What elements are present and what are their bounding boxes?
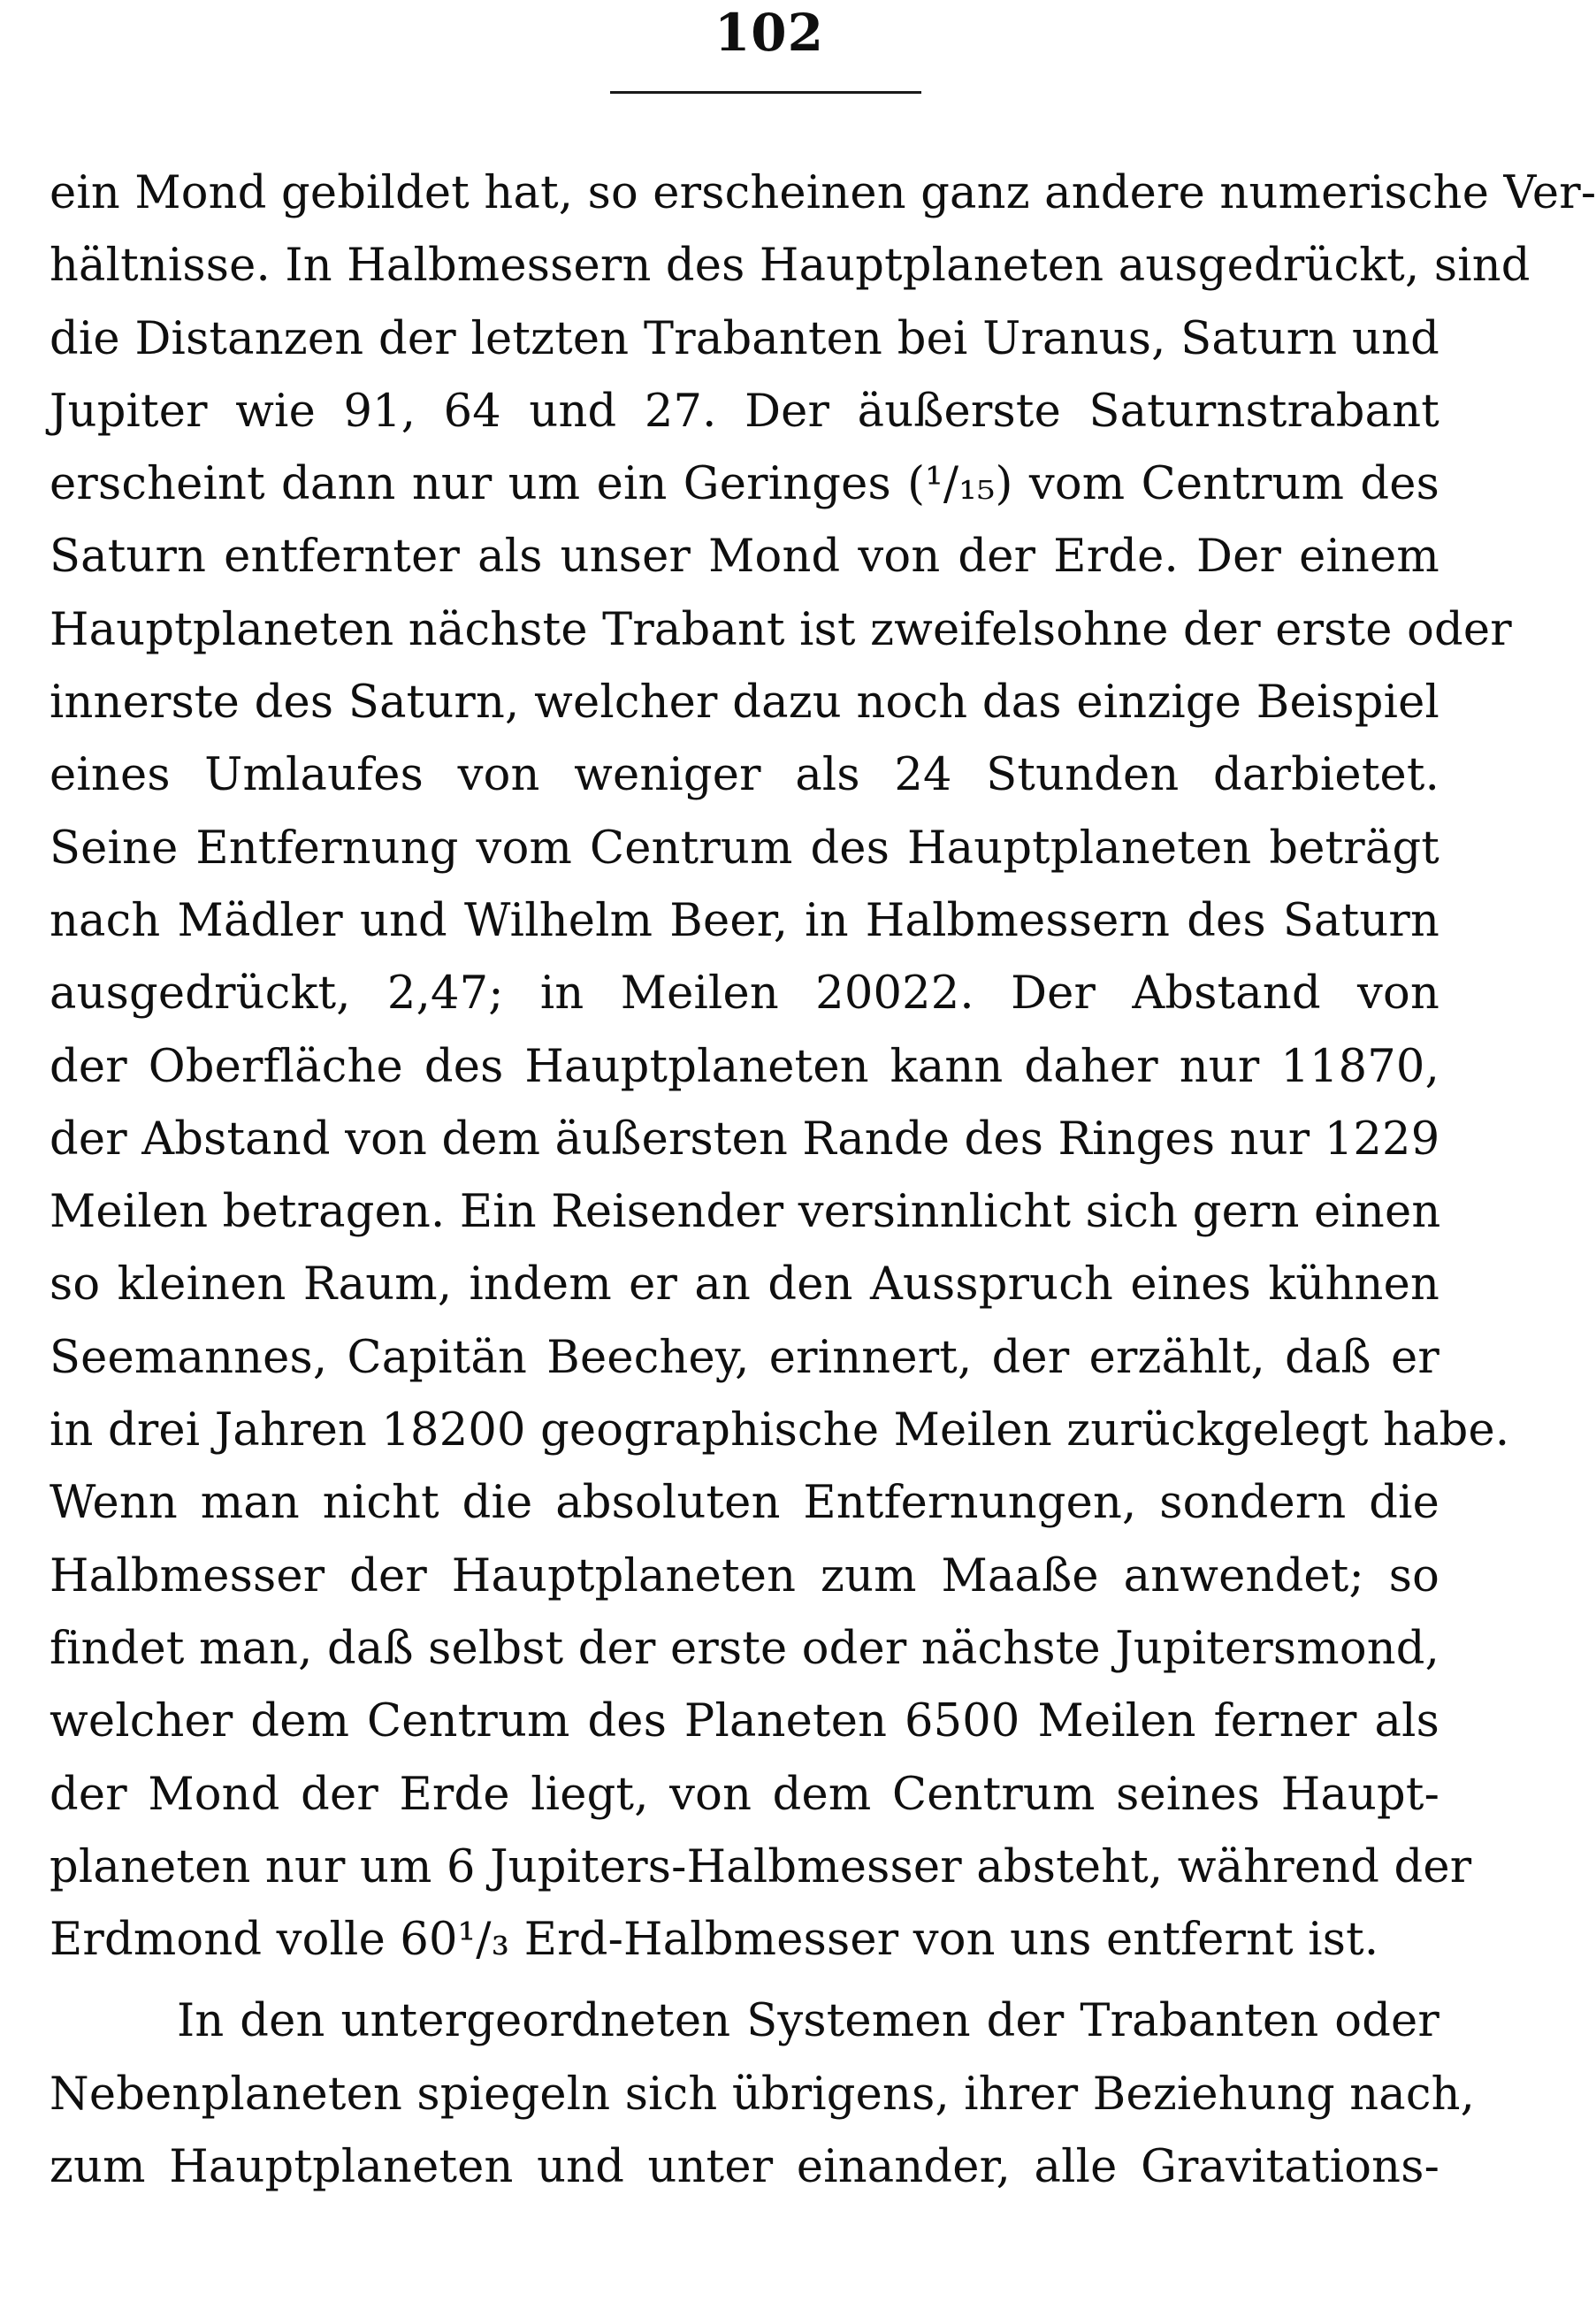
text-line: Seemannes, Capitän Beechey, erinnert, der erzählt, daß er [50,1331,1439,1384]
text-line: welcher dem Centrum des Planeten 6500 Meilen ferner als [50,1695,1439,1748]
text-line: Halbmesser der Hauptplaneten zum Maaße anwendet; so [50,1549,1439,1602]
text-line: hältnisse. In Halbmessern des Hauptplaneten ausgedrückt, sind [50,240,1531,293]
text-line: Meilen betragen. Ein Reisender versinnlicht sich gern einen [50,1186,1441,1239]
text-line: die Distanzen der letzten Trabanten bei Uranus, Saturn und [50,312,1439,365]
text-line: Hauptplaneten nächste Trabant ist zweifelsohne der erste oder [50,603,1512,656]
text-line: innerste des Saturn, welcher dazu noch das einzige Beispiel [50,677,1439,730]
text-line: planeten nur um 6 Jupiters-Halbmesser absteht, während der [50,1840,1472,1893]
text-line: der Abstand von dem äußersten Rande des Ringes nur 1229 [50,1113,1440,1166]
text-line: Jupiter wie 91, 64 und 27. Der äußerste Saturnstrabant [50,385,1439,438]
text-line: erscheint dann nur um ein Geringes (¹/₁₅) vom Centrum des [50,458,1439,511]
text-line: In den untergeordneten Systemen der Trabanten oder [177,1995,1439,2048]
text-line: Wenn man nicht die absoluten Entfernungen, sondern die [50,1477,1439,1530]
text-line: Seine Entfernung vom Centrum des Hauptplaneten beträgt [50,822,1439,875]
paragraph-gap [50,1977,1439,1985]
text-line: in drei Jahren 18200 geographische Meilen zurückgelegt habe. [50,1404,1510,1457]
text-line: der Oberfläche des Hauptplaneten kann daher nur 11870, [50,1040,1439,1093]
text-line: ein Mond gebildet hat, so erscheinen ganz andere numerische Ver- [50,167,1596,219]
text-line: Saturn entfernter als unser Mond von der Erde. Der einem [50,531,1439,584]
text-line: Erdmond volle 60¹/₃ Erd-Halbmesser von uns entfernt ist. [50,1914,1379,1967]
header-rule [610,91,921,94]
text-line: Nebenplaneten spiegeln sich übrigens, ihrer Beziehung nach, [50,2068,1476,2121]
text-line: nach Mädler und Wilhelm Beer, in Halbmessern des Saturn [50,894,1439,947]
text-line: ausgedrückt, 2,47; in Meilen 20022. Der Abstand von [50,967,1439,1021]
text-line: eines Umlaufes von weniger als 24 Stunden darbietet. [50,749,1439,802]
text-line: so kleinen Raum, indem er an den Ausspruch eines kühnen [50,1258,1439,1311]
page-number: 102 [714,3,825,63]
text-line: zum Hauptplaneten und unter einander, alle Gravitations- [50,2141,1439,2194]
body-text [50,157,1596,2204]
text-line: findet man, daß selbst der erste oder nächste Jupitersmond, [50,1622,1440,1675]
text-line: der Mond der Erde liegt, von dem Centrum seines Haupt- [50,1768,1439,1821]
